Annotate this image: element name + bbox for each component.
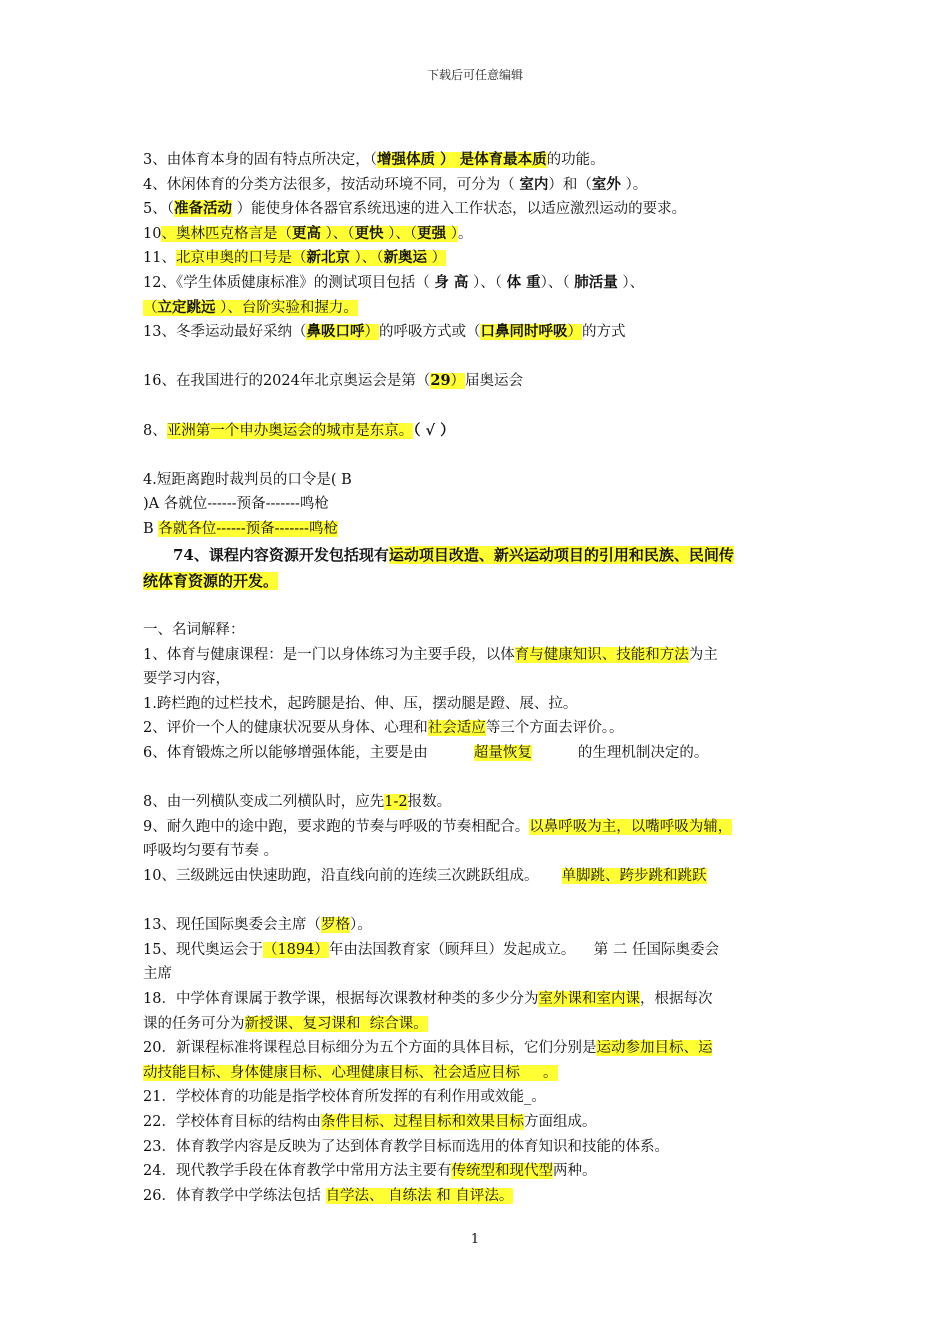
text-line: [143, 667, 813, 692]
text: ）和（: [548, 176, 592, 193]
text: ）。: [620, 176, 648, 193]
text: 课的任务可分为: [143, 1015, 245, 1032]
text: ）能使身体各器官系统迅速的进入工作状态，以适应激烈运动的要求。: [231, 201, 687, 218]
text-line: [143, 296, 813, 321]
text: 13、冬季运动最好采纳（: [143, 324, 307, 341]
text-line: [143, 173, 813, 198]
text: ）、（: [320, 225, 355, 242]
highlight: 条件目标、过程目标和效果目标: [320, 1113, 524, 1130]
text: )A 各就位------预备-------鸣枪: [143, 496, 329, 513]
text-line: [143, 716, 813, 741]
text: ）: [450, 373, 466, 390]
answer: 身 高: [434, 273, 469, 291]
text: 15、现代奥运会于: [143, 941, 263, 958]
highlight: [161, 226, 458, 242]
text: 4、休闲体育的分类方法很多，按活动环境不同，可分为（: [143, 176, 520, 193]
text: 呼吸均匀要有节奏 。: [143, 843, 279, 860]
text-line: [143, 1159, 813, 1184]
answer: 增强体质 ） 是体育最本质: [376, 151, 547, 168]
highlight: [480, 324, 582, 340]
text: ）、: [617, 274, 645, 291]
text: 届奥运会: [465, 373, 524, 390]
text-line: [143, 419, 813, 444]
highlight: 室外课和室内课: [538, 991, 640, 1007]
text: 12、《学生体质健康标准》的测试项目包括（: [143, 274, 435, 291]
text: ）、（: [349, 250, 384, 267]
highlight: 育与健康知识、技能和方法: [514, 646, 689, 663]
text: 10: [143, 225, 162, 242]
text: 4.短距离跑时裁判员的口令是( B: [143, 471, 352, 488]
answer: 新奥运: [383, 249, 428, 267]
text: ）: [364, 324, 379, 341]
blank-line: [143, 594, 813, 619]
text: 1.跨栏跑的过栏技术，起跨腿是抬、伸、压，摆动腿是蹬、展、拉。: [143, 695, 578, 712]
highlight: 超量恢复: [473, 745, 532, 762]
text: 。: [458, 225, 473, 242]
answer: 更强: [417, 224, 447, 242]
highlight: 社会适应: [427, 720, 486, 737]
text: 21．学校体育的功能是指学校体育所发挥的有利作用或效能_。: [143, 1089, 546, 1106]
text: 的生理机制决定的。: [531, 745, 709, 762]
answer: 肺活量: [574, 273, 618, 291]
text: 6、体育锻炼之所以能够增强体能，主要是由: [143, 745, 474, 762]
text: 10、三级跳远由快速助跑，沿直线向前的连续三次跳跃组成。: [143, 868, 562, 885]
text-line: [143, 222, 813, 247]
text: 一、名词解释：: [143, 622, 245, 639]
text: 年由法国教育家（顾拜旦）发起成立。 第 二 任国际奥委会: [328, 941, 720, 958]
text-line: [143, 1184, 813, 1209]
text: ）: [427, 250, 447, 267]
text: 的方式: [581, 324, 626, 341]
text-line: [143, 468, 813, 493]
text: 8、: [143, 422, 167, 439]
text-line: [143, 517, 813, 542]
answer: 体 重: [506, 273, 541, 291]
text: 20．新课程标准将课程总目标细分为五个方面的具体目标，它们分别是: [143, 1040, 597, 1057]
blank-line: [143, 345, 813, 370]
highlight: 统体育资源的开发。: [143, 571, 279, 590]
text: 、奥林匹克格言是（: [161, 225, 292, 242]
highlight: [306, 324, 379, 340]
highlight: 传统型和现代型: [451, 1163, 553, 1180]
text: 和: [663, 868, 678, 885]
text-line: [143, 1061, 813, 1086]
blank-line: [143, 394, 813, 419]
text-line: [143, 987, 813, 1012]
answer: 更快: [354, 224, 384, 242]
text-line: [143, 1012, 813, 1037]
answer: （ √ ）: [413, 421, 455, 439]
text: 的呼吸方式或（: [378, 324, 481, 341]
page-header: 下载后可任意编辑: [426, 68, 523, 82]
text: B: [143, 520, 159, 537]
text-line: [143, 369, 813, 394]
text: ）、（: [540, 274, 575, 291]
text-line: [143, 938, 813, 963]
text: 2、评价一个人的健康状况要从身体、心理和: [143, 720, 428, 737]
text-line: [143, 492, 813, 517]
text-line: [143, 839, 813, 864]
text: 两种。: [552, 1163, 597, 1180]
text-line: [143, 320, 813, 345]
text-line: [143, 148, 813, 173]
section-heading: [143, 618, 813, 643]
text-line: [143, 246, 813, 271]
text-line: [143, 741, 813, 766]
text: ）: [567, 324, 582, 341]
text: 74、课程内容资源开发包括现有: [173, 545, 389, 564]
text: 13、现任国际奥委会主席（: [143, 917, 321, 934]
blank-line: [143, 443, 813, 468]
answer: 口鼻同时呼吸: [480, 323, 568, 341]
text: 5、（: [143, 201, 174, 218]
text: 1、体育与健康课程：是一门以身体练习为主要手段，以体: [143, 646, 515, 663]
highlight: 1-2: [384, 794, 408, 811]
blank-line: [143, 766, 813, 791]
text: 为主: [688, 646, 718, 663]
answer: 新北京: [306, 249, 350, 267]
text: ，根据每次: [639, 991, 713, 1007]
text-line: [143, 1036, 813, 1061]
text: 9、耐久跑中的途中跑，要求跑的节奏与呼吸的节奏相配合。: [143, 818, 530, 835]
highlight: [430, 373, 465, 389]
text: 18．中学体育课属于教学课，根据每次课教材种类的多少分为: [143, 991, 539, 1007]
text: 单脚跳、跨步跳: [561, 868, 663, 885]
text-line: [143, 815, 813, 840]
text-line: [143, 1135, 813, 1160]
answer: 鼻吸口呼: [306, 323, 365, 341]
text-line: [143, 542, 813, 568]
highlight: 新授课、复习课和 综合课。: [244, 1015, 428, 1032]
text: 报数。: [407, 794, 452, 811]
page-number: 1: [470, 1232, 480, 1247]
text: 11、: [143, 250, 176, 267]
highlight: 自学法、 自练法 和 自评法。: [325, 1187, 514, 1204]
text: 24．现代教学手段在体育教学中常用方法主要有: [143, 1163, 452, 1180]
answer: 立定跳远: [157, 298, 216, 316]
blank-line: [143, 889, 813, 914]
text: 方面组成。: [523, 1113, 597, 1130]
text: 16、在我国进行的2024年北京奥运会是第（: [143, 373, 431, 390]
text-line: [143, 790, 813, 815]
highlight: 各就各位------预备-------鸣枪: [158, 520, 338, 537]
highlight: 运动参加目标、运: [596, 1040, 713, 1057]
highlight: [176, 250, 446, 266]
answer: 更高: [291, 224, 321, 242]
text: 26．体育教学中学练法包括: [143, 1187, 326, 1204]
answer: 室外: [591, 175, 621, 193]
text-line: [143, 913, 813, 938]
highlight: [377, 152, 547, 168]
text: 主席: [143, 966, 172, 983]
highlight: 运动项目改造、新兴运动项目的引用和民族、民间传: [388, 545, 734, 564]
text: （: [143, 299, 158, 316]
highlight: [143, 300, 358, 316]
text: ）、台阶实验和握力。: [215, 299, 358, 316]
text: ）、（: [383, 225, 418, 242]
highlight: 以鼻呼吸为主，以嘴呼吸为辅，: [529, 818, 733, 835]
text-line: [143, 1110, 813, 1135]
text: ）: [446, 225, 459, 242]
text-line: [143, 1085, 813, 1110]
highlight: 亚洲第一个申办奥运会的城市是东京。: [166, 422, 414, 439]
text: ）。: [349, 917, 372, 934]
highlight: 动技能目标、身体健康目标、心理健康目标、社会适应目标 。: [143, 1064, 558, 1081]
answer: 准备活动: [173, 200, 232, 218]
text: ）、（: [468, 274, 507, 291]
text: 的功能。: [546, 152, 605, 168]
text-line: [143, 692, 813, 717]
text-line: [143, 271, 813, 296]
text: 8、由一列横队变成二列横队时，应先: [143, 794, 385, 811]
document-body: [143, 148, 813, 1208]
highlight: [562, 868, 707, 884]
text: 等三个方面去评价。。: [485, 720, 624, 737]
text-line: [143, 568, 813, 594]
text: 23．体育教学内容是反映为了达到体育教学目标而选用的体育知识和技能的体系。: [143, 1138, 669, 1155]
text-line: [143, 197, 813, 222]
text-line: [143, 962, 813, 987]
text-line: [143, 864, 813, 889]
answer: 室内: [519, 175, 549, 193]
text-line: [143, 643, 813, 668]
highlight: 罗格: [320, 917, 350, 934]
text: 要学习内容，: [143, 671, 230, 688]
answer: 29: [430, 372, 451, 390]
text: 北京申奥的口号是（: [175, 250, 307, 267]
text: 22．学校体育目标的结构由: [143, 1113, 321, 1130]
text: 跳跃: [677, 868, 707, 885]
text: 3、由体育本身的固有特点所决定，（: [143, 152, 377, 168]
highlight: （1894）: [262, 941, 329, 958]
